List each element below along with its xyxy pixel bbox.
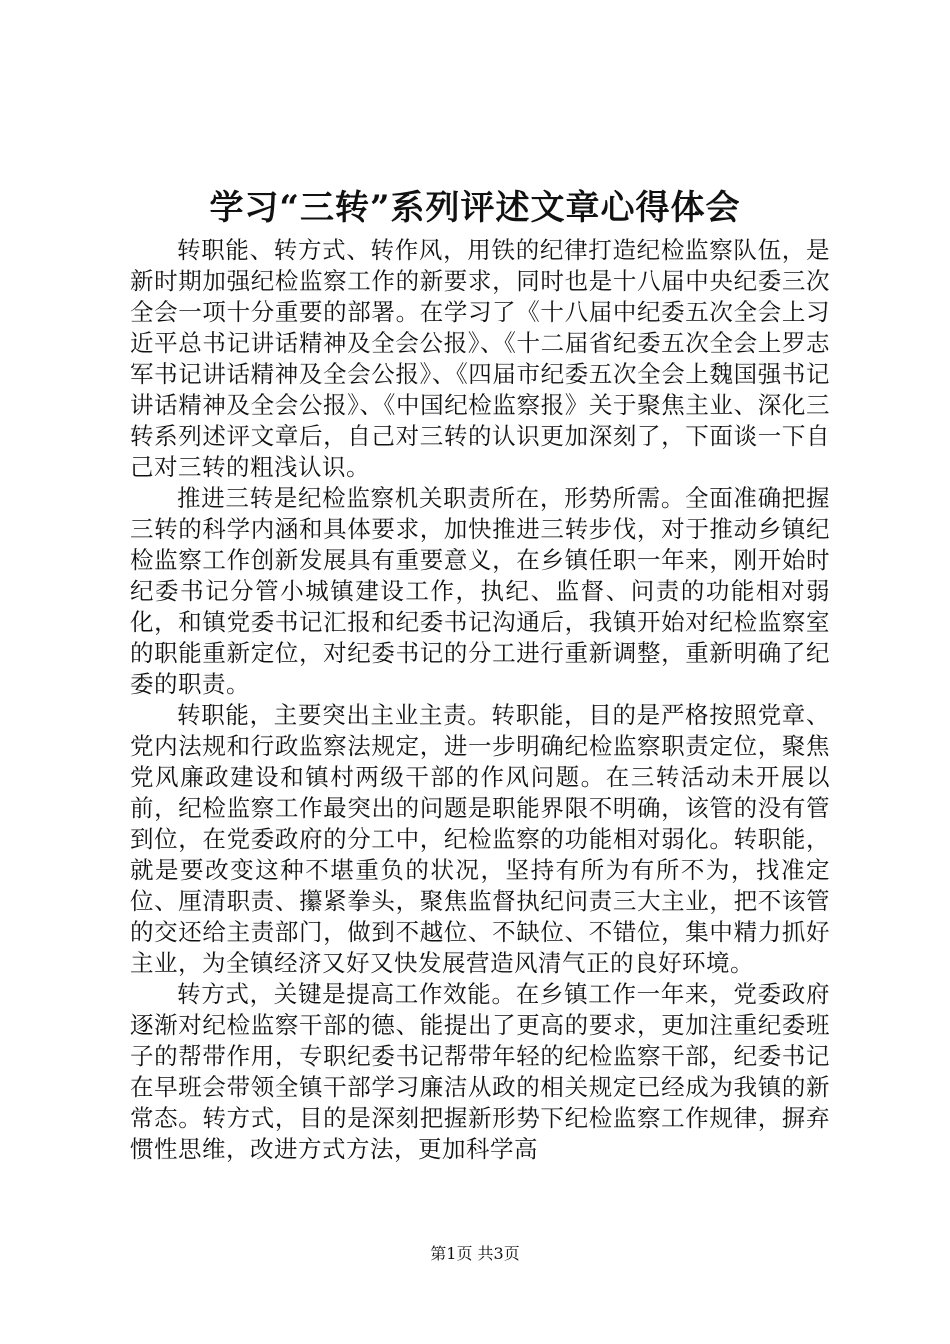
paragraph-2: 推进三转是纪检监察机关职责所在，形势所需。全面准确把握三转的科学内涵和具体要求，加快推进三转步伐，对于推动乡镇纪检监察工作创新发展具有重要意义，在乡镇任职一年来，刚开始时纪委书记分管小城镇建设工作，执纪、监督、问责的功能相对弱化，和镇党委书记汇报和纪委书记沟通后，我镇开始对纪检监察室的职能重新定位，对纪委书记的分工进行重新调整，重新明确了纪委的职责。 (130, 484, 830, 698)
document-body (130, 235, 830, 1165)
paragraph-3: 转职能，主要突出主业主责。转职能，目的是严格按照党章、党内法规和行政监察法规定，进一步明确纪检监察职责定位，聚焦党风廉政建设和镇村两级干部的作风问题。在三转活动未开展以前，纪检监察工作最突出的问题是职能界限不明确，该管的没有管到位，在党委政府的分工中，纪检监察的功能相对弱化。转职能，就是要改变这种不堪重负的状况，坚持有所为有所不为，找准定位、厘清职责、攥紧拳头，聚焦监督执纪问责三大主业，把不该管的交还给主责部门，做到不越位、不缺位、不错位，集中精力抓好主业，为全镇经济又好又快发展营造风清气正的良好环境。 (130, 701, 830, 977)
paragraph-4: 转方式，关键是提高工作效能。在乡镇工作一年来，党委政府逐渐对纪检监察干部的德、能提出了更高的要求，更加注重纪委班子的帮带作用，专职纪委书记帮带年轻的纪检监察干部，纪委书记在早班会带领全镇干部学习廉洁从政的相关规定已经成为我镇的新常态。转方式，目的是深刻把握新形势下纪检监察工作规律，摒弃惯性思维，改进方式方法，更加科学高 (130, 980, 830, 1163)
page-footer: 第1页 共3页 (430, 1244, 520, 1263)
document-title: 学习“三转”系列评述文章心得体会 (209, 188, 741, 228)
paragraph-1: 转职能、转方式、转作风，用铁的纪律打造纪检监察队伍，是新时期加强纪检监察工作的新要求，同时也是十八届中央纪委三次全会一项十分重要的部署。在学习了《十八届中纪委五次全会上习近平总书记讲话精神及全会公报》、《十二届省纪委五次全会上罗志军书记讲话精神及全会公报》、《四届市纪委五次全会上魏国强书记讲话精神及全会公报》、《中国纪检监察报》关于聚焦主业、深化三转系列述评文章后，自己对三转的认识更加深刻了，下面谈一下自己对三转的粗浅认识。 (130, 236, 830, 481)
